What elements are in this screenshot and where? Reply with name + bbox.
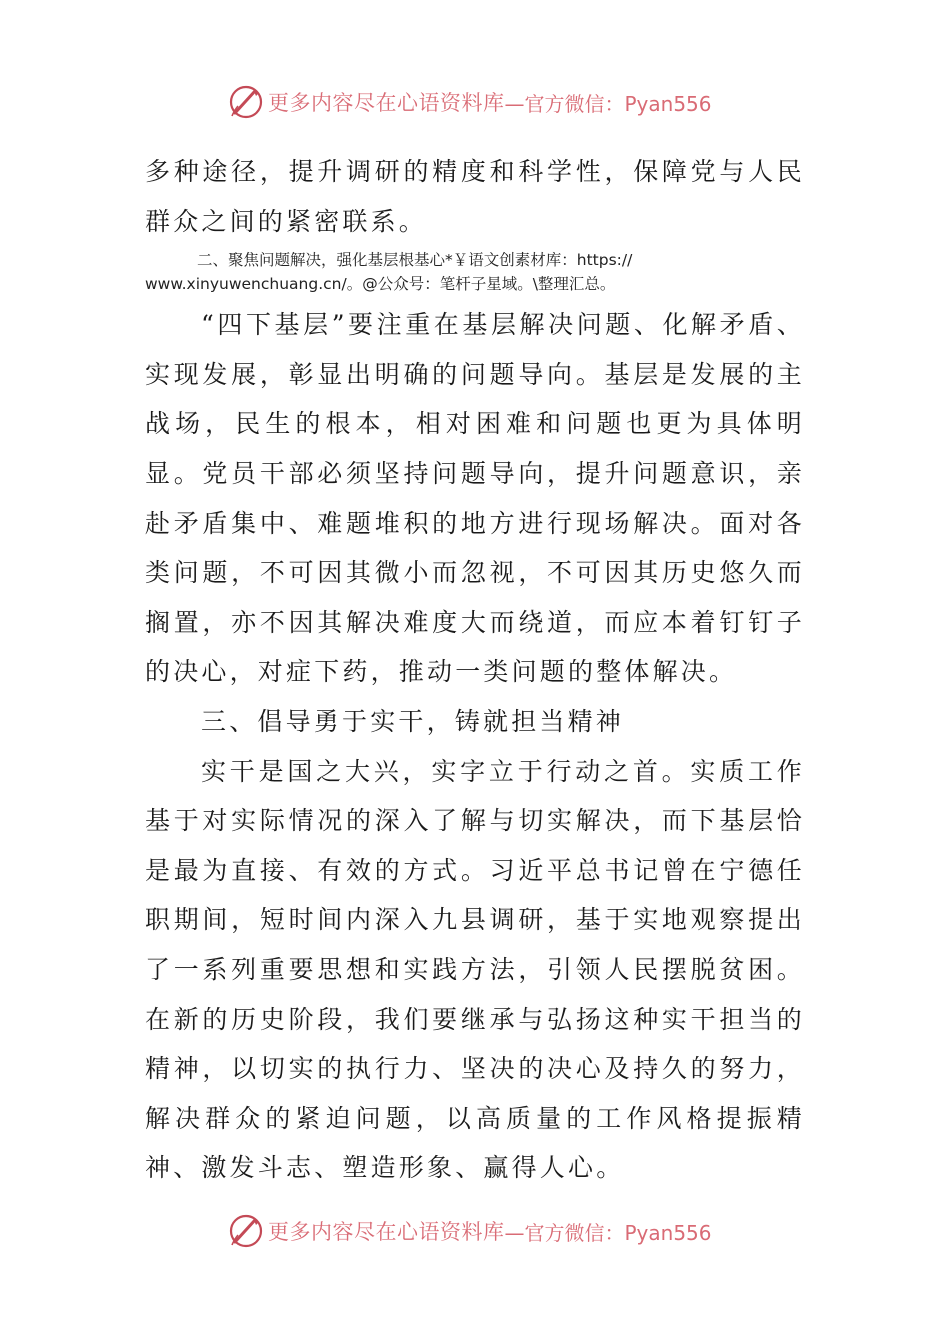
paragraph-2: “四下基层”要注重在基层解决问题、化解矛盾、实现发展，彰显出明确的问题导向。基层是发展的主战场，民生的根本，相对困难和问题也更为具体明显。党员干部必须坚持问题导向，提升问题意识，亲赴矛盾集中、难题堆积的地方进行现场解决。面对各类问题，不可因其微小而忽视，不可因其历史悠久而搁置，亦不因其解决难度大而绕道，而应本着钉钉子的决心，对症下药，推动一类问题的整体解决。 (145, 310, 805, 687)
footer-wechat-text: —官方微信：Pyan556 (504, 1220, 712, 1245)
header-site-text: 更多内容尽在心语资料库 (268, 91, 505, 115)
source-note (145, 248, 805, 296)
section-heading-3: 三、倡导勇于实干，铸就担当精神 (201, 706, 625, 736)
header-banner (226, 80, 712, 124)
source-note-line-1: 二、聚焦问题解决，强化基层根基心*￥语文创素材库：https:// (197, 251, 633, 270)
pen-logo-icon (226, 1211, 266, 1251)
footer-site-text: 更多内容尽在心语资料库 (268, 1220, 505, 1244)
document-body (145, 147, 805, 1193)
paragraph-3: 实干是国之大兴，实字立于行动之首。实质工作基于对实际情况的深入了解与切实解决，而下基层恰是最为直接、有效的方式。习近平总书记曾在宁德任职期间，短时间内深入九县调研，基于实地观察提出了一系列重要思想和实践方法，引领人民摆脱贫困。在新的历史阶段，我们要继承与弘扬这种实干担当的精神，以切实的执行力、坚决的决心及持久的努力，解决群众的紧迫问题，以高质量的工作风格提振精神、激发斗志、塑造形象、赢得人心。 (145, 756, 805, 1183)
pen-logo-icon (226, 82, 266, 122)
paragraph-1: 多种途径，提升调研的精度和科学性，保障党与人民群众之间的紧密联系。 (145, 157, 805, 236)
footer-banner (226, 1209, 712, 1253)
header-wechat-text: —官方微信：Pyan556 (504, 91, 712, 116)
source-note-line-2: www.xinyuwenchuang.cn/。@公众号：笔杆子星域。\整理汇总。 (145, 275, 616, 294)
